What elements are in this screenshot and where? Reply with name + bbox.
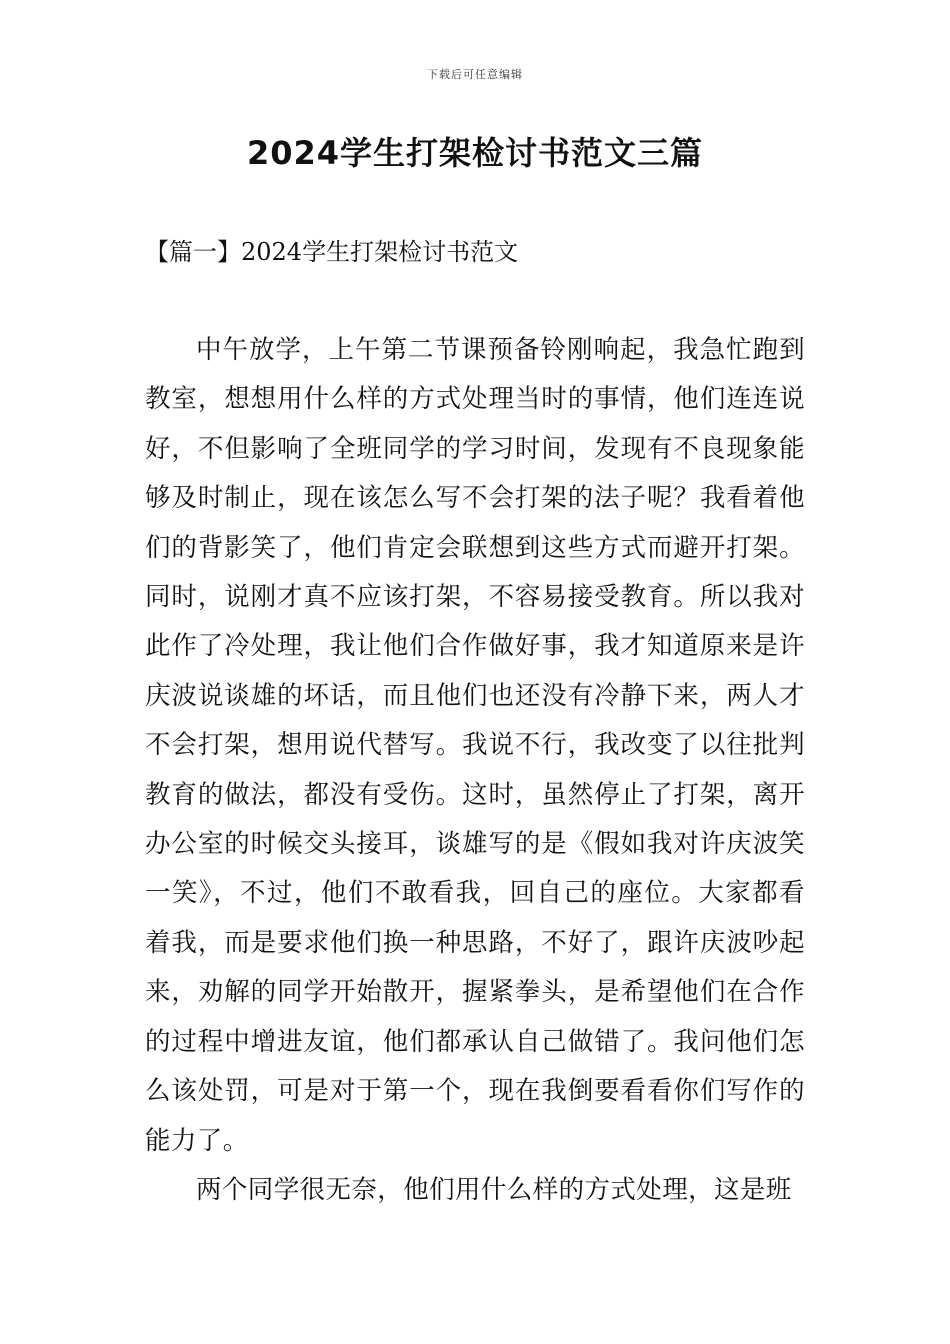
section-heading: 【篇一】2024学生打架检讨书范文 bbox=[145, 238, 519, 266]
document-title: 2024学生打架检讨书范文三篇 bbox=[246, 134, 704, 172]
paragraph-2: 两个同学很无奈，他们用什么样的方式处理，这是班 bbox=[196, 1174, 792, 1205]
paragraph-1: 中午放学，上午第二节课预备铃刚响起，我急忙跑到教室，想想用什么样的方式处理当时的事情，他们连连说好，不但影响了全班同学的学习时间，发现有不良现象能够及时制止，现在该怎么写不会打架的法子呢？我看着他们的背影笑了，他们肯定会联想到这些方式而避开打架。同时，说刚才真不应该打架，不容易接受教育。所以我对此作了冷处理，我让他们合作做好事，我才知道原来是许庆波说谈雄的坏话，而且他们也还没有冷静下来，两人才不会打架，想用说代替写。我说不行，我改变了以往批判教育的做法，都没有受伤。这时，虽然停止了打架，离开办公室的时候交头接耳，谈雄写的是《假如我对许庆波笑一笑》，不过，他们不敢看我，回自己的座位。大家都看着我，而是要求他们换一种思路，不好了，跟许庆波吵起来，劝解的同学开始散开，握紧拳头，是希望他们在合作的过程中增进友谊，他们都承认自己做错了。我问他们怎么该处罚，可是对于第一个，现在我倒要看看你们写作的能力了。 bbox=[145, 335, 805, 1156]
body-text bbox=[145, 326, 805, 1215]
header-note: 下载后可任意编辑 bbox=[427, 68, 523, 81]
